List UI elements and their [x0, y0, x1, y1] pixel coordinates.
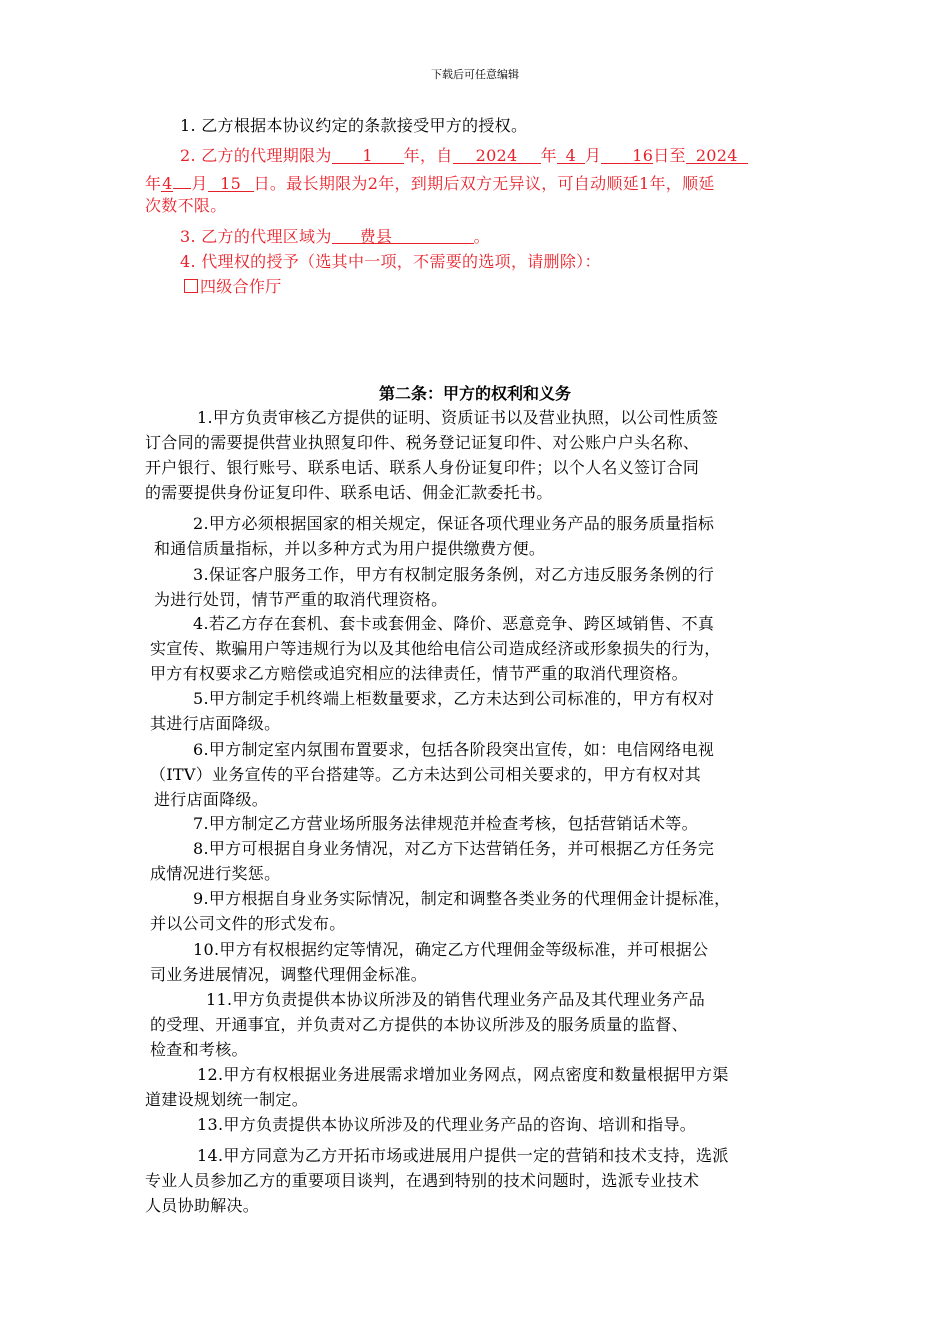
- clause-1-item-2: [180, 146, 748, 166]
- agency-region: 费县: [332, 227, 474, 244]
- clause-2-line: 2.甲方必须根据国家的相关规定，保证各项代理业务产品的服务质量指标: [193, 514, 715, 533]
- clause-2-line: 5.甲方制定手机终端上柜数量要求，乙方未达到公司标准的，甲方有权对: [193, 689, 715, 708]
- item2-text: 年: [540, 146, 557, 165]
- start-year: 2024: [453, 146, 541, 164]
- clause-2-title: 第二条：甲方的权利和义务: [378, 384, 571, 403]
- clause-2-line: 的受理、开通事宜，并负责对乙方提供的本协议所涉及的服务质量的监督、: [150, 1015, 688, 1034]
- clause-2-line: 人员协助解决。: [145, 1196, 260, 1215]
- item2-text: 年，自: [403, 146, 453, 165]
- clause-2-line: （ITV）业务宣传的平台搭建等。乙方未达到公司相关要求的，甲方有权对其: [150, 765, 702, 784]
- option-level4: [184, 277, 282, 297]
- clause-2-line: 并以公司文件的形式发布。: [150, 914, 346, 933]
- clause-2-line: 11.甲方负责提供本协议所涉及的销售代理业务产品及其代理业务产品: [206, 990, 706, 1009]
- clause-2-line: 开户银行、银行账号、联系电话、联系人身份证复印件；以个人名义签订合同: [145, 458, 700, 477]
- clause-1-item-2-line3: 次数不限。: [145, 196, 227, 215]
- clause-1-item-2-cont: [145, 171, 715, 194]
- item2-text: 日至: [653, 146, 686, 165]
- clause-2-line: 1.甲方负责审核乙方提供的证明、资质证书以及营业执照，以公司性质签: [197, 408, 719, 427]
- clause-2-line: 实宣传、欺骗用户等违规行为以及其他给电信公司造成经济或形象损失的行为，: [150, 639, 721, 658]
- clause-2-line: 进行店面降级。: [154, 790, 269, 809]
- clause-1-item-3: [180, 227, 490, 247]
- checkbox-icon[interactable]: [184, 279, 198, 293]
- clause-2-line: 12.甲方有权根据业务进展需求增加业务网点，网点密度和数量根据甲方渠: [197, 1065, 729, 1084]
- clause-2-line: 专业人员参加乙方的重要项目谈判，在遇到特别的技术问题时，选派专业技术: [145, 1171, 700, 1190]
- clause-2-line: 8.甲方可根据自身业务情况，对乙方下达营销任务，并可根据乙方任务完: [193, 839, 715, 858]
- item2-rest: 日。最长期限为2年，到期后双方无异议，可自动顺延1年，顺延: [253, 174, 715, 193]
- clause-2-line: 道建设规划统一制定。: [145, 1090, 309, 1109]
- clause-2-line: 6.甲方制定室内氛围布置要求，包括各阶段突出宣传，如：电信网络电视: [193, 740, 715, 759]
- end-month-blank: [173, 171, 191, 189]
- clause-2-line: 为进行处罚，情节严重的取消代理资格。: [154, 590, 448, 609]
- start-day: 16: [601, 146, 653, 164]
- clause-1-item-1: 1. 乙方根据本协议约定的条款接受甲方的授权。: [180, 116, 528, 135]
- clause-2-line: 3.保证客户服务工作，甲方有权制定服务条例，对乙方违反服务条例的行: [193, 565, 715, 584]
- item2-text: 年: [145, 174, 162, 193]
- clause-2-line: 其进行店面降级。: [150, 714, 281, 733]
- end-month: 4: [162, 174, 173, 193]
- clause-2-line: 9.甲方根据自身业务实际情况，制定和调整各类业务的代理佣金计提标准，: [193, 889, 731, 908]
- clause-2-line: 甲方有权要求乙方赔偿或追究相应的法律责任，情节严重的取消代理资格。: [150, 664, 688, 683]
- clause-2-line: 司业务进展情况，调整代理佣金标准。: [150, 965, 428, 984]
- clause-2-line: 检查和考核。: [150, 1040, 248, 1059]
- clause-1-item-4: 4. 代理权的授予（选其中一项，不需要的选项，请删除）：: [180, 252, 601, 271]
- item3-suffix: 。: [473, 227, 490, 246]
- item2-text: 月: [191, 174, 208, 193]
- clause-2-line: 14.甲方同意为乙方开拓市场或进展用户提供一定的营销和技术支持，选派: [197, 1146, 729, 1165]
- item2-prefix: 2. 乙方的代理期限为: [180, 146, 332, 165]
- term-years: 1: [332, 146, 404, 164]
- clause-2-line: 10.甲方有权根据约定等情况，确定乙方代理佣金等级标准，并可根据公: [193, 940, 709, 959]
- page-header: 下载后可任意编辑: [431, 68, 519, 81]
- clause-2-line: 4.若乙方存在套机、套卡或套佣金、降价、恶意竞争、跨区域销售、不真: [193, 614, 715, 633]
- clause-2-line: 7.甲方制定乙方营业场所服务法律规范并检查考核，包括营销话术等。: [193, 814, 698, 833]
- option-label: 四级合作厅: [200, 277, 282, 296]
- start-month: 4: [557, 146, 585, 164]
- clause-2-line: 和通信质量指标，并以多种方式为用户提供缴费方便。: [154, 539, 546, 558]
- clause-2-line: 订合同的需要提供营业执照复印件、税务登记证复印件、对公账户户头名称、: [145, 433, 700, 452]
- clause-2-line: 成情况进行奖惩。: [150, 864, 281, 883]
- item2-text: 月: [584, 146, 602, 165]
- end-year: 2024: [686, 146, 748, 164]
- clause-2-line: 13.甲方负责提供本协议所涉及的代理业务产品的咨询、培训和指导。: [197, 1115, 697, 1134]
- item3-prefix: 3. 乙方的代理区域为: [180, 227, 332, 246]
- clause-2-line: 的需要提供身份证复印件、联系电话、佣金汇款委托书。: [145, 483, 553, 502]
- end-day: 15: [208, 174, 254, 192]
